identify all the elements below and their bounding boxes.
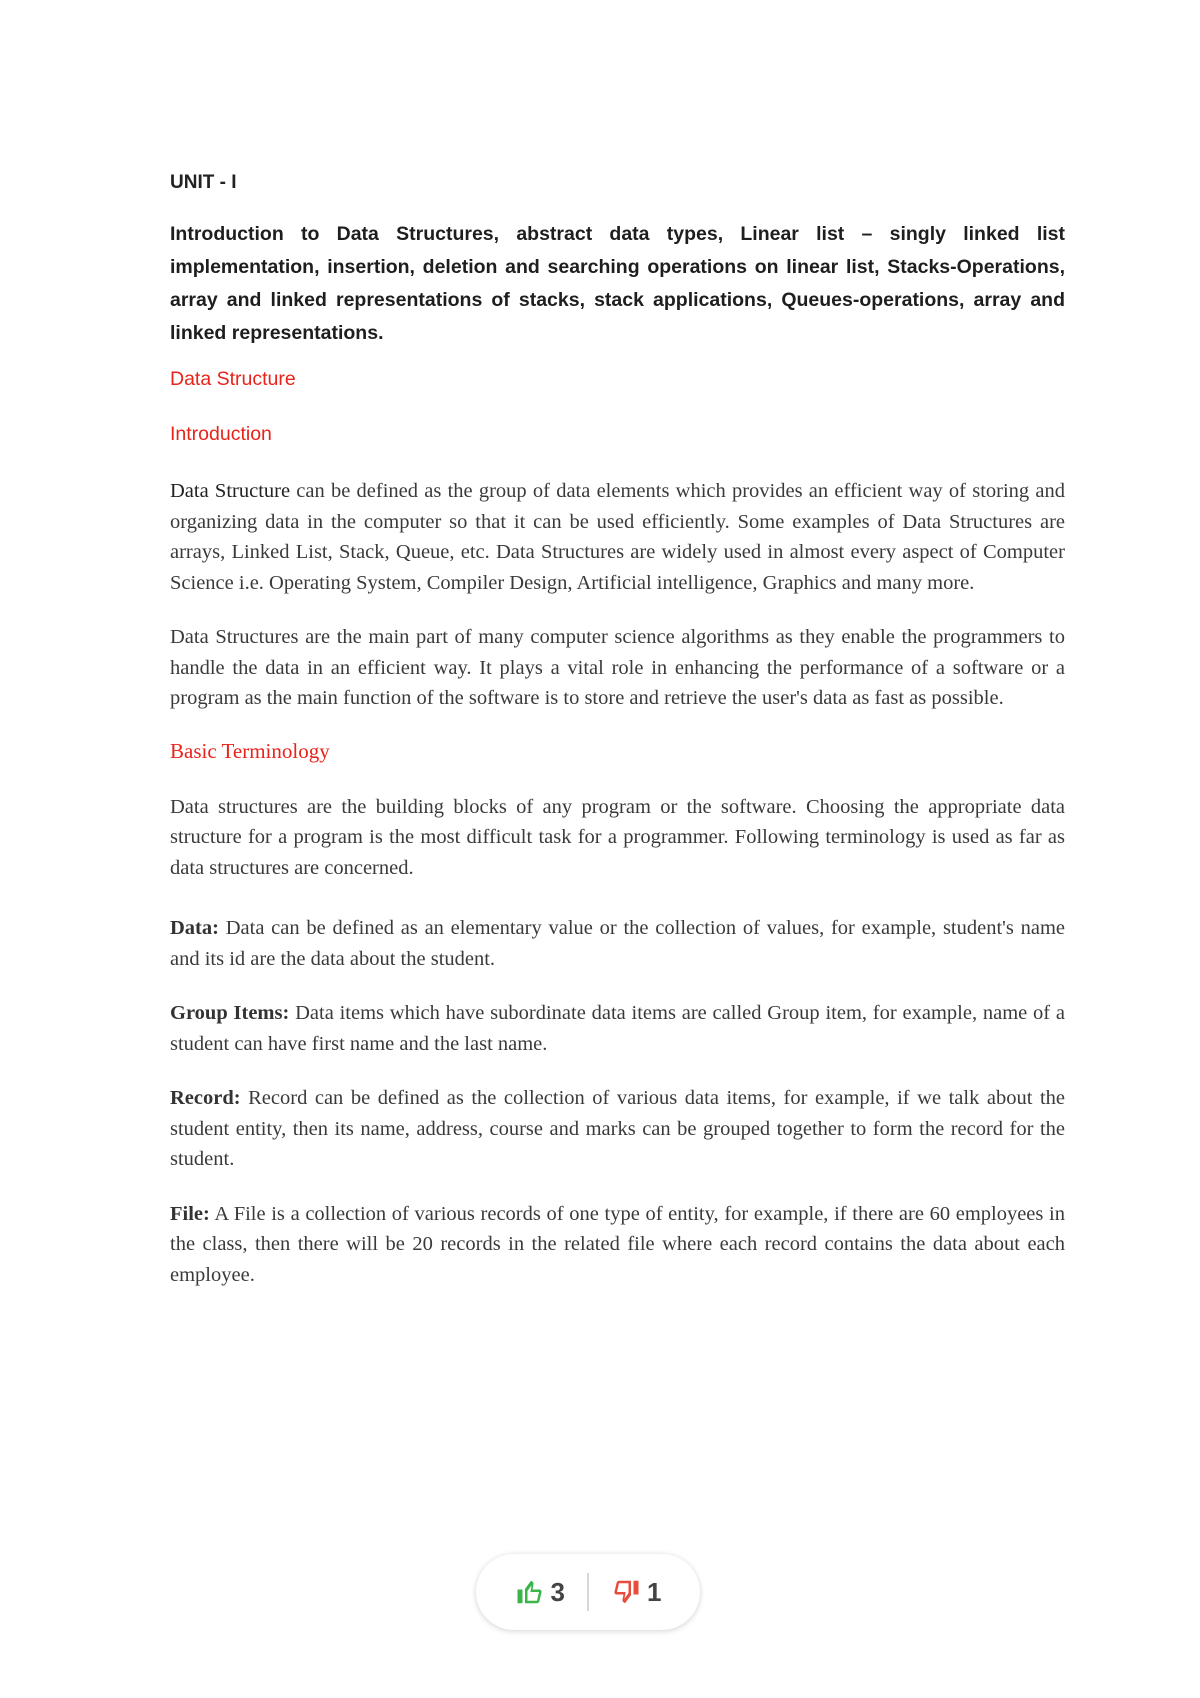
term-group-items-definition: Data items which have subordinate data items are called Group item, for example, name of a student can have first name and the last name. <box>170 1002 1066 1055</box>
intro-paragraph-2: Data Structures are the main part of many computer science algorithms as they enable the programmers to handle the data in an efficient way. It plays a vital role in enhancing the performance of a software or a program as the main function of the software is to store and retrieve the user's data as fast as possible. <box>170 626 1065 709</box>
upvote-button[interactable] <box>515 1577 565 1608</box>
vote-widget <box>476 1554 700 1630</box>
thumbs-up-icon <box>515 1577 545 1607</box>
term-data-label: Data: <box>170 917 219 939</box>
vote-divider <box>587 1573 589 1611</box>
intro-paragraph-1-rest: can be defined as the group of data elements which provides an efficient way of storing and organizing data in the computer so that it can be used efficiently. Some examples of Data Structures are arrays, Linked List, Stack, Queue, etc. Data Structures are widely used in almost every aspect of Computer Science i.e. Operating System, Compiler Design, Artificial intelligence, Graphics and many more. <box>170 480 1065 594</box>
basic-terminology-heading: Basic Terminology <box>170 738 330 763</box>
term-file-definition: A File is a collection of various records of one type of entity, for example, if there are 60 employees in the class, then there will be 20 records in the related file where each record contains the data about each employee. <box>170 1202 1065 1286</box>
downvote-count: 1 <box>647 1576 662 1607</box>
term-record <box>170 1083 1065 1175</box>
terminology-intro: Data structures are the building blocks of any program or the software. Choosing the appropriate data structure for a program is the most difficult task for a programmer. Following terminology is used as far as data structures are concerned. <box>170 795 1065 879</box>
term-record-definition: Record can be defined as the collection of various data items, for example, if we talk about the student entity, then its name, address, course and marks can be grouped together to form the record for the student. <box>170 1087 1065 1170</box>
term-file <box>170 1199 1065 1291</box>
introduction-heading: Introduction <box>170 423 272 445</box>
unit-title: UNIT - I <box>170 172 237 193</box>
term-data <box>170 913 1065 974</box>
upvote-count: 3 <box>550 1576 565 1607</box>
term-group-items <box>170 998 1065 1059</box>
downvote-button[interactable] <box>611 1577 661 1608</box>
syllabus-summary: Introduction to Data Structures, abstract data types, Linear list – singly linked list implementation, insertion, deletion and searching operations on linear list, Stacks-Operations, array and linked representations of stacks, stack applications, Queues-operations, array and linked representations. <box>170 223 1065 344</box>
thumbs-down-icon <box>611 1577 641 1607</box>
document-content <box>170 170 1065 1314</box>
intro-paragraph-1-lead: Data Structure <box>170 480 291 502</box>
term-record-label: Record: <box>170 1087 241 1109</box>
data-structure-heading: Data Structure <box>170 368 296 390</box>
term-data-definition: Data can be defined as an elementary value or the collection of values, for example, student's name and its id are the data about the student. <box>170 917 1065 970</box>
term-group-items-label: Group Items: <box>170 1002 290 1024</box>
term-file-label: File: <box>170 1202 210 1225</box>
intro-paragraph-1 <box>170 476 1065 598</box>
